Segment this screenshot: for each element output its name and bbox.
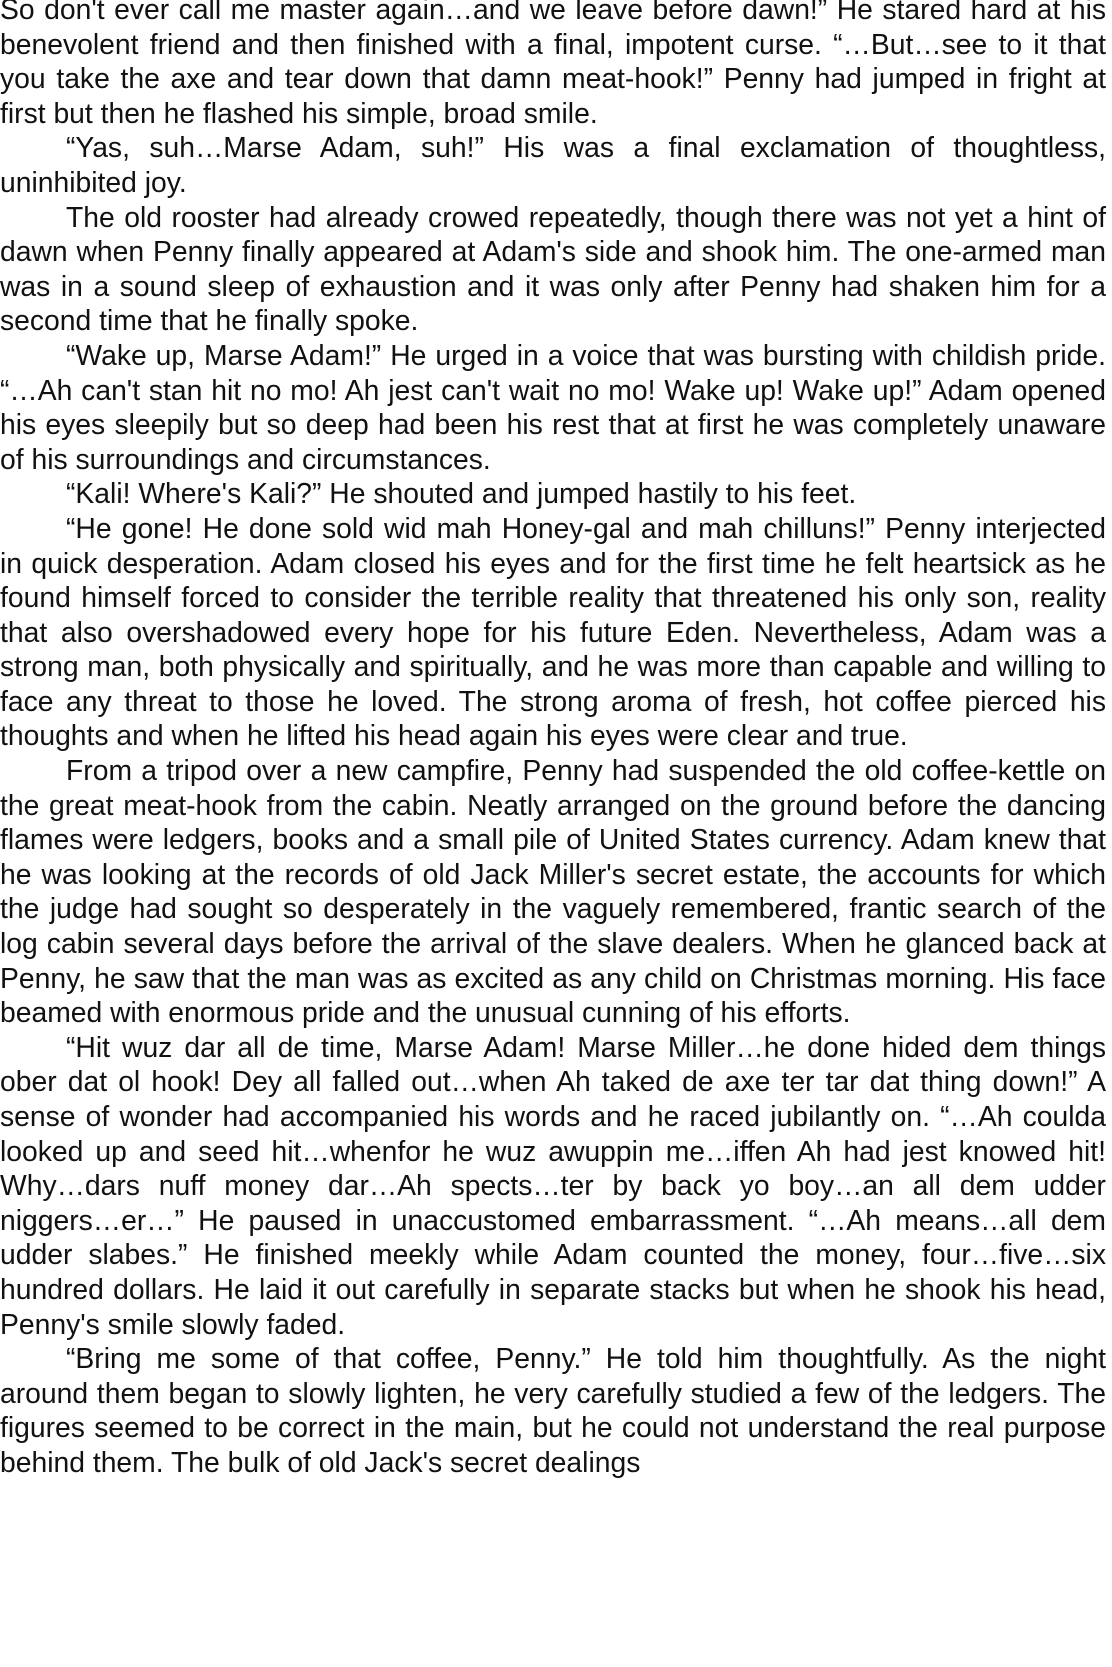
paragraph: “Kali! Where's Kali?” He shouted and jumped hastily to his feet. (66, 477, 857, 510)
paragraph: “Hit wuz dar all de time, Marse Adam! Marse Miller…he done hided dem things ober dat ol hook! Dey all falled out…when Ah taked de axe ter tar dat thing down!” A sense of wonder had accompanied his words and he raced jubilantly on. “…Ah coulda looked up and seed hit…whenfor he wuz awuppin me…iffen Ah had jest knowed hit! Why…dars nuff money dar…Ah spects…ter by back yo boy…an all dem udder niggers…er…” He paused in unaccustomed embarrassment. “…Ah means…all dem udder slabes.” He finished meekly while Adam counted the money, four…five…six hundred dollars. He laid it out carefully in separate stacks but when he shook his head, Penny's smile slowly faded. (0, 1030, 1106, 1340)
paragraph: So don't ever call me master again…and we leave before dawn!” He stared hard at his benevolent friend and then finished with a final, impotent curse. “…But…see to it that you take the axe and tear down that damn meat-hook!” Penny had jumped in fright at first but then he flashed his simple, broad smile. (0, 0, 1106, 129)
paragraph: The old rooster had already crowed repeatedly, though there was not yet a hint of dawn when Penny finally appeared at Adam's side and shook him. The one-armed man was in a sound sleep of exhaustion and it was only after Penny had shaken him for a second time that he finally spoke. (0, 200, 1106, 337)
paragraph: “Wake up, Marse Adam!” He urged in a voice that was bursting with childish pride. “…Ah can't stan hit no mo! Ah jest can't wait no mo! Wake up! Wake up!” Adam opened his eyes sleepily but so deep had been his rest that at first he was completely unaware of his surroundings and circumstances. (0, 338, 1106, 475)
paragraph: “Yas, suh…Marse Adam, suh!” His was a final exclamation of thoughtless, uninhibited joy. (0, 131, 1106, 198)
paragraph: “He gone! He done sold wid mah Honey-gal and mah chilluns!” Penny interjected in quick desperation. Adam closed his eyes and for the first time he felt heartsick as he found himself forced to consider the terrible reality that threatened his only son, reality that also overshadowed every hope for his future Eden. Nevertheless, Adam was a strong man, both physically and spiritually, and he was more than capable and willing to face any threat to those he loved. The strong aroma of fresh, hot coffee pierced his thoughts and when he lifted his head again his eyes were clear and true. (0, 511, 1106, 752)
paragraph: “Bring me some of that coffee, Penny.” He told him thoughtfully. As the night around them began to slowly lighten, he very carefully studied a few of the ledgers. The figures seemed to be correct in the main, but he could not understand the real purpose behind them. The bulk of old Jack's secret dealings (0, 1342, 1106, 1478)
paragraph: From a tripod over a new campfire, Penny had suspended the old coffee-kettle on the great meat-hook from the cabin. Neatly arranged on the ground before the dancing flames were ledgers, books and a small pile of United States currency. Adam knew that he was looking at the records of old Jack Miller's secret estate, the accounts for which the judge had sought so desperately in the vaguely remembered, frantic search of the log cabin several days before the arrival of the slave dealers. When he glanced back at Penny, he saw that the man was as excited as any child on Christmas morning. His face beamed with enormous pride and the unusual cunning of his efforts. (0, 754, 1106, 1029)
